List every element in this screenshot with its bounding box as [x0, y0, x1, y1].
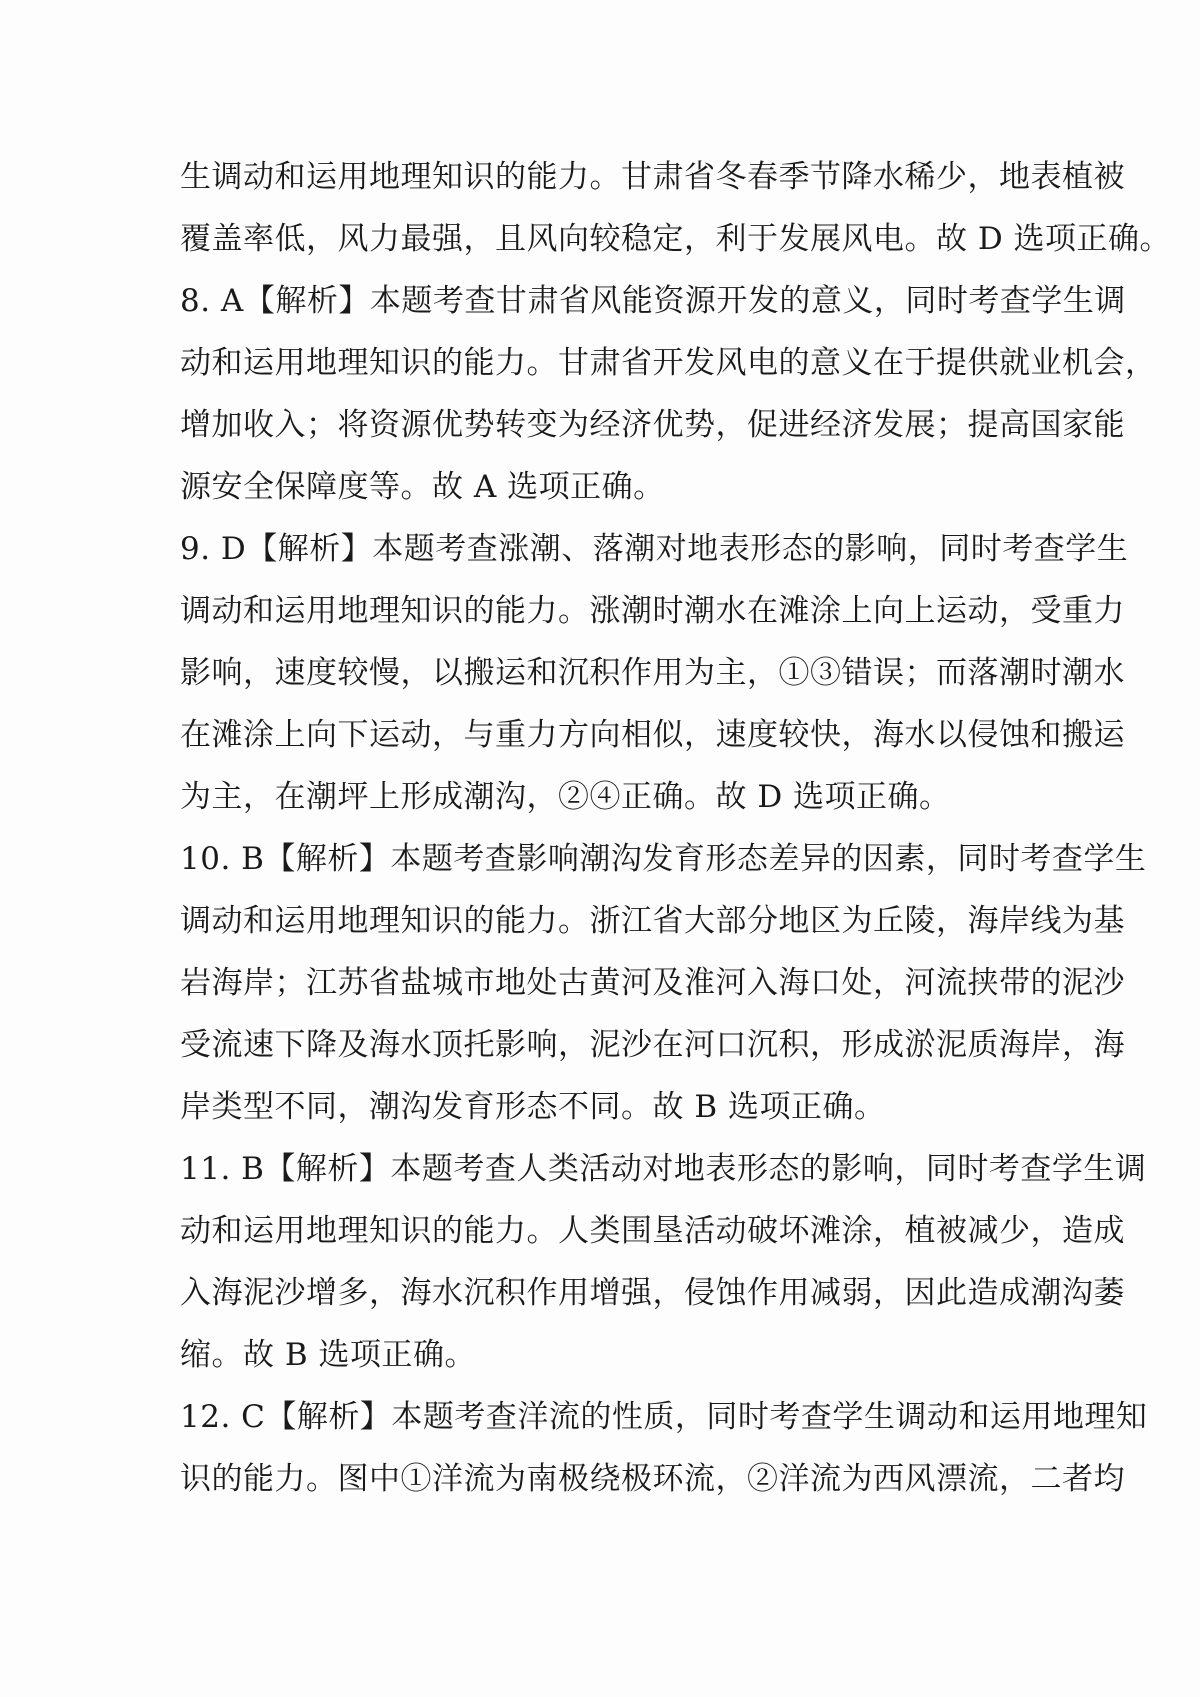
text-line: 为主，在潮坪上形成潮沟，②④正确。故 D 选项正确。 — [180, 779, 951, 815]
text-line: 增加收入；将资源优势转变为经济优势，促进经济发展；提高国家能 — [180, 407, 1125, 443]
text-line: 源安全保障度等。故 A 选项正确。 — [180, 469, 665, 505]
text-line: 缩。故 B 选项正确。 — [180, 1337, 476, 1373]
text-line: 受流速下降及海水顶托影响，泥沙在河口沉积，形成淤泥质海岸，海 — [180, 1027, 1125, 1063]
text-line: 岸类型不同，潮沟发育形态不同。故 B 选项正确。 — [180, 1089, 886, 1125]
text-line: 影响，速度较慢，以搬运和沉积作用为主，①③错误；而落潮时潮水 — [180, 655, 1125, 691]
text-line: 在滩涂上向下运动，与重力方向相似，速度较快，海水以侵蚀和搬运 — [180, 717, 1125, 753]
text-line: 动和运用地理知识的能力。甘肃省开发风电的意义在于提供就业机会， — [180, 345, 1157, 381]
text-line: 识的能力。图中①洋流为南极绕极环流，②洋流为西风漂流，二者均 — [180, 1461, 1125, 1497]
text-line: 生调动和运用地理知识的能力。甘肃省冬春季节降水稀少，地表植被 — [180, 159, 1125, 195]
text-line: 调动和运用地理知识的能力。涨潮时潮水在滩涂上向上运动，受重力 — [180, 593, 1125, 629]
text-line: 入海泥沙增多，海水沉积作用增强，侵蚀作用减弱，因此造成潮沟萎 — [180, 1275, 1125, 1311]
text-line: 岩海岸；江苏省盐城市地处古黄河及淮河入海口处，河流挟带的泥沙 — [180, 965, 1125, 1001]
question-9-line: 9. D【解析】本题考查涨潮、落潮对地表形态的影响，同时考查学生 — [180, 531, 1129, 567]
question-12-line: 12. C【解析】本题考查洋流的性质，同时考查学生调动和运用地理知 — [180, 1399, 1148, 1435]
text-line: 调动和运用地理知识的能力。浙江省大部分地区为丘陵，海岸线为基 — [180, 903, 1125, 939]
question-8-line: 8. A【解析】本题考查甘肃省风能资源开发的意义，同时考查学生调 — [180, 283, 1126, 319]
question-11-line: 11. B【解析】本题考查人类活动对地表形态的影响，同时考查学生调 — [180, 1151, 1147, 1187]
question-10-line: 10. B【解析】本题考查影响潮沟发育形态差异的因素，同时考查学生 — [180, 841, 1147, 877]
text-line: 动和运用地理知识的能力。人类围垦活动破坏滩涂，植被减少，造成 — [180, 1213, 1125, 1249]
answer-explanation-text — [180, 146, 1172, 1510]
text-line: 覆盖率低，风力最强，且风向较稳定，利于发展风电。故 D 选项正确。 — [180, 221, 1172, 257]
